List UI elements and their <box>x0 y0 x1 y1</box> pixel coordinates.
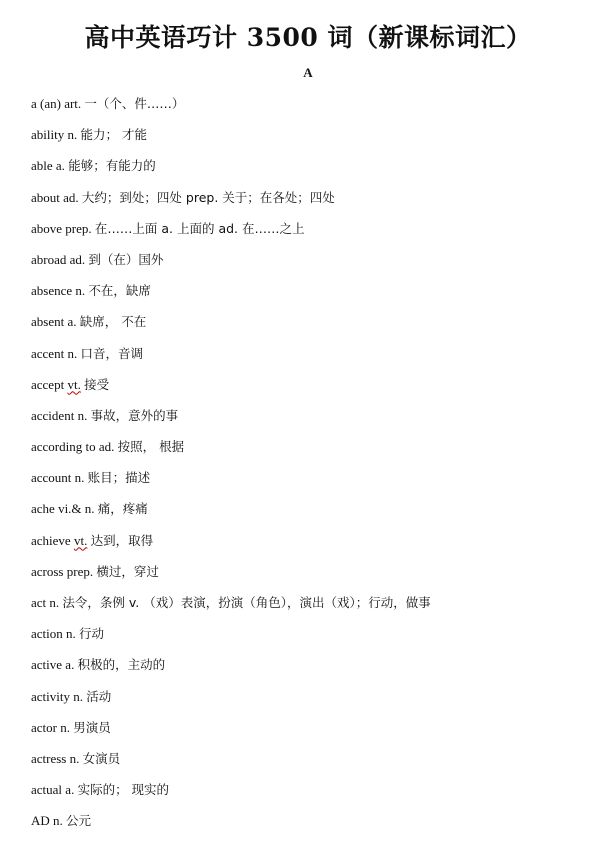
list-item <box>31 809 601 840</box>
entry-definition: 不在，缺席 <box>88 283 151 299</box>
list-item <box>31 154 601 185</box>
entry-pos: n. <box>67 127 78 143</box>
entry-pos: n. <box>74 470 85 486</box>
entry-word: achieve <box>31 532 71 548</box>
entry-pos: n. <box>49 595 60 610</box>
list-item <box>31 497 601 528</box>
entry-pos: n. <box>60 719 70 735</box>
vocabulary-list <box>31 92 601 841</box>
entry-pos: a. <box>65 657 75 673</box>
entry-word: according to <box>31 439 96 455</box>
entry-word: act <box>31 595 47 610</box>
list-item <box>31 560 601 591</box>
entry-pos: n. <box>66 626 76 642</box>
entry-definition: 大约；到处；四处 prep. 关于；在各处；四处 <box>81 189 335 205</box>
entry-definition: 口音，音调 <box>80 345 143 361</box>
list-item <box>31 373 601 404</box>
entry-word: absent <box>31 314 65 330</box>
entry-word: actress <box>31 750 67 766</box>
entry-definition: 到（在）国外 <box>88 251 164 267</box>
list-item <box>31 747 601 778</box>
entry-pos: n. <box>67 345 78 361</box>
entry-definition: 能够；有能力的 <box>68 158 156 174</box>
entry-word: action <box>31 626 63 642</box>
list-item <box>31 622 601 653</box>
entry-word: AD <box>31 813 50 829</box>
list-item <box>31 217 601 248</box>
entry-word: accent <box>31 345 65 361</box>
entry-definition: 事故，意外的事 <box>90 407 179 423</box>
entry-pos: vt. <box>73 532 88 548</box>
entry-definition: 达到，取得 <box>90 532 154 548</box>
entry-definition: 痛，疼痛 <box>97 501 148 517</box>
entry-word: ache <box>31 501 55 517</box>
entry-definition: 能力； 才能 <box>80 127 147 143</box>
entry-pos: art. <box>64 96 82 111</box>
entry-definition: 行动 <box>79 626 105 642</box>
entry-word: accept <box>31 376 65 392</box>
entry-definition: 接受 <box>84 376 110 392</box>
list-item <box>31 92 601 123</box>
entry-word: absence <box>31 283 73 299</box>
entry-word: active <box>31 657 63 673</box>
entry-definition: 按照， 根据 <box>117 439 185 455</box>
document-title: 高中英语巧计 3500 词（新课标词汇） <box>84 23 532 52</box>
entry-definition: 横过，穿过 <box>96 563 159 579</box>
entry-definition: 在……上面 a. 上面的 ad. 在……之上 <box>94 220 305 236</box>
entry-pos: prep. <box>65 220 92 236</box>
entry-word: across <box>31 563 64 579</box>
entry-pos: prep. <box>66 563 94 579</box>
entry-pos: a. <box>55 158 65 174</box>
entry-definition: 男演员 <box>73 719 111 735</box>
entry-pos: n. <box>69 750 80 766</box>
entry-definition: 实际的； 现实的 <box>77 782 170 798</box>
entry-definition: 积极的，主动的 <box>77 657 166 673</box>
entry-definition: 账目；描述 <box>87 470 151 486</box>
entry-word: activity <box>31 688 70 704</box>
entry-definition: 公元 <box>66 813 92 829</box>
entry-definition: 法令，条例 v. （戏）表演，扮演（角色），演出（戏）；行动，做事 <box>62 595 431 610</box>
entry-word: a (an) <box>31 96 61 111</box>
entry-definition: 缺席， 不在 <box>79 314 147 330</box>
entry-pos: ad. <box>69 251 86 267</box>
entry-pos: ad. <box>63 189 79 205</box>
entry-pos: n. <box>75 283 86 299</box>
list-item <box>31 466 601 497</box>
entry-word: above <box>31 220 63 236</box>
entry-pos: a. <box>65 782 75 798</box>
entry-word: abroad <box>31 251 67 267</box>
list-item <box>31 123 601 154</box>
entry-pos: a. <box>67 314 77 330</box>
entry-word: about <box>31 189 60 205</box>
entry-pos: ad. <box>98 439 115 455</box>
list-item <box>31 435 601 466</box>
list-item <box>31 529 601 560</box>
entry-definition: 女演员 <box>82 750 121 766</box>
entry-pos: vt. <box>67 376 81 392</box>
entry-word: accident <box>31 407 75 423</box>
list-item <box>31 279 601 310</box>
list-item <box>31 778 601 809</box>
entry-word: ability <box>31 127 65 143</box>
list-item <box>31 591 601 622</box>
entry-word: able <box>31 158 53 174</box>
list-item <box>31 653 601 684</box>
list-item <box>31 310 601 341</box>
section-heading: A <box>303 65 313 80</box>
entry-definition: 一（个、件……） <box>84 96 185 111</box>
list-item <box>31 186 601 217</box>
list-item <box>31 342 601 373</box>
entry-word: actor <box>31 719 57 735</box>
entry-definition: 活动 <box>86 688 112 704</box>
entry-pos: n. <box>73 688 83 704</box>
entry-pos: n. <box>53 813 63 829</box>
list-item <box>31 716 601 747</box>
list-item <box>31 248 601 279</box>
entry-pos: vi.& n. <box>58 501 95 517</box>
list-item <box>31 404 601 435</box>
entry-word: account <box>31 470 72 486</box>
list-item <box>31 685 601 716</box>
entry-word: actual <box>31 782 63 798</box>
entry-pos: n. <box>77 407 88 423</box>
